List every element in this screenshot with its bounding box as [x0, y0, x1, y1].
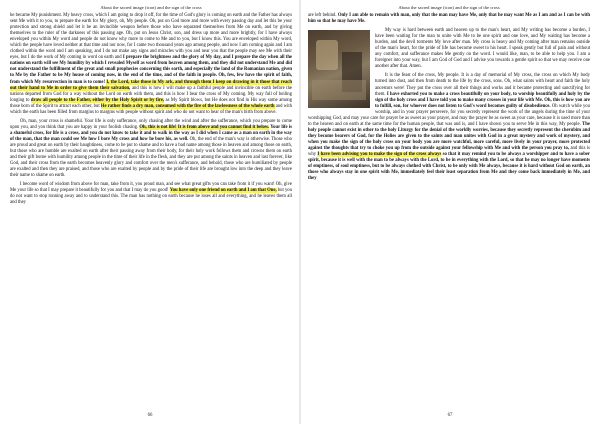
text-run: I become word of wisdom from above for man, take from it, you proud man, and see what great gifts you can take from it if you want! Oh, give Me your life so that I may prepare it beautifully for you and that I may do you good!	[10, 182, 292, 194]
inline-photo	[308, 30, 370, 108]
right-page	[300, 0, 600, 424]
highlighted-text: draw all people to the Father, either by the Holy Spirit or by fire,	[30, 97, 165, 103]
highlighted-text: Oh, this is not life! It is from above and you cannot find it below.	[139, 124, 270, 130]
text-run: are left behind.	[308, 13, 338, 18]
highlighted-text: I, the Lord, take those in My ark, and through them I keep on drawing in it those that reach out their hand to Me in order to give them their salvation,	[10, 79, 292, 91]
paragraph	[10, 119, 292, 179]
running-head-left: About the sacred image (icon) and the sign of the cross	[100, 5, 202, 10]
running-head-right: About the sacred image (icon) and the sign of the cross	[398, 5, 500, 10]
right-page-body	[308, 13, 590, 182]
bold-text: Your life is a shameful cross, for life is a cross, and you do not know to take it and to walk in the way as I did when I came as a man on earth in the way of the man, that the man could see Me how I bore My cross and how he bore his, as well.	[10, 124, 292, 142]
left-page-body	[10, 13, 292, 206]
text-run: Oh watch while you worship, and in your prayer persevere, for you secretly represent the work of the angels during the time of your worshipping God, and may your care for prayer be as sweet as your prayer, and may the prayer be as sweet as your care, because it is used more than to the heaven and on earth at the same time for the human people, that was and is, and I have shown you to serve Me in this way, My people.	[308, 103, 590, 127]
bold-text: Only I am able to remain with man, only that the man may have Me, only that he may want Me as I am and as I can be with him so that he may have Me.	[308, 13, 590, 25]
paragraph	[10, 182, 292, 206]
text-run: and with which the earth has been filled from margins to margins with people without spirit and who do not want to hear of the man's birth from above.	[10, 103, 292, 115]
bold-text: The holy people cannot exist in other to the holy Liturgy for the denial of the worldly worries, because they secretly represent the cherubim and they become bearers of God, for the Holies are given to the saints and man unites with God in a great mystery and work of mystery, and when you make the sign of the holy cross on your body you are more watchful, more careful, more lively in your prayer, more protected against the thoughts that try to choke you up from the outside against your fellowship with Me and with the person you pray to,	[308, 121, 590, 151]
page-number-left: 66	[147, 413, 153, 418]
text-run: and this is how I will make up a faithful people and invincible on earth before the nations departed from God for a way without the Lord on earth with them, and this is how I bear the cross of My coming. My way full of boiling longing to	[10, 85, 292, 103]
text-run: My way is hard between earth and heaven up to the man's heart, and My writing has become a burden, I have been waiting for the man to unite with Me to be one spirit and one love, and My waiting has become a burden, and the devil torments My love after man. My cross is heavy and My coming after man remains outside of the man's heart, for the pride of life has become sweet to his heart. I speak gently but full of pain and without any comfort, and sufferance makes Me gently on the word. I would like, man, to be able to help you. I am a foreigner into your way, but I am God of God and I advise you towards a gentle spirit so that we may receive one another after that. Amen.	[375, 28, 590, 70]
page-number-right: 67	[447, 413, 453, 418]
paragraph	[10, 13, 292, 116]
highlighted-text: He rather finds a dry man, consumed with the fire of the lawlessness of the whole earth	[100, 103, 275, 109]
paragraph	[308, 13, 590, 25]
text-run: It is the feast of the cross, My people. It is a day of memorial of My cross, the cross on which My body turned into dust, and then from death to the life by the cross, sons. Oh, what saints with heart and faith the holy ancestors were! They put the cross over all their things and works and it became protecting and sanctifying for them.	[375, 73, 590, 97]
bold-text: I have exhorted you to make a cross beautifully on your body, to worship beautifully and holy by the sign of the holy cross and I have told you to make many crosses in your life with Me. Oh, this is how you are to fulfill, son, for whoever does not listen to God's word becomes guilty of disobedience.	[375, 91, 591, 109]
text-run: he became My punishment. My heavy cross, which I am going to drop it off, for the time of God's glory is coming on earth and the Father has always sent Me with it to you, to prepare the earth for My glory, oh, My people. Oh, put on God more and more with every passing day and let this be your protection and strong shield and let it be an invincible weapon before those who have separated themselves from Me on earth, and by giving themselves to the ruler of the darkness of this passing age. Oh, put on Jesus Christ, son, and dress up more and more brightly, for I have always enveloped you within My word and people do not know why more to come to Me and to you, but I know this. You are enveloped within My word, which the people have loved neither at that time and nor now, for I came two thousand years ago among people, and now I am coming again and I am clothed within the word and I am speaking, and I do not make any signs and miracles with you and near you that the people may see Me with their eyes, but I do the work of My coming in word on earth and	[10, 13, 292, 61]
bold-text: so that it may remind you to be always a worshipper and to have a sober spirit, because it is well with the man to be always with the Lord, to be in everything with the Lord, so that he may no longer have moments of emptiness, of soul emptiness, but to be always clothed with Christ, to be only with Me always, because it is hard without God on earth, an those who always stay in one spirit with Me, immediately feel their least separation from Me and they come back immediately in Me, and they	[308, 152, 590, 182]
bold-text: I prepare the brightness and the glory of My day, and I prepare the day when all the nations on earth will see My humility by which I revealed Myself as word from heaven among them, and they did not understand Me and did not understand the fulfillment of the great and small prophecies concerning this earth, and especially the land of the Romanian nation, given to Me by the Father to be My house of coming now, in the end of the time, and of the faith in people. Oh, few, few have the spirit of faith, from which My resurrection in man is to come!	[10, 55, 293, 85]
text-run: Oh, man, your cross is shameful. Your life is only sufferance, only chasing after the wind and after the sufferance, which you prepare to come upon you, and you think that you are happy in your foolish chasing.	[10, 118, 292, 130]
text-run: as My Spirit blows, but He does not find in His way some among those born of the Spirit to attract each other, but	[10, 97, 292, 109]
text-run: Oh, the end of the man's way is otherwise. Those who are proud and great on earth by their haughtiness, come to be put to shame and to have a bad name among those in heaven and among those on earth, but those who are humble are exalted on earth after their passing away from their body, for their holy work follows them and crowns them on earth and their gift borne with humility among people in the time of their life in the flesh, and they are put among the saints in heaven and last forever, like God, and their cross from the earth becomes heavenly glory and comfort over the men's sufferance, and behold, those who are humiliated by people are exalted and then they are praised, and those who are exalted by people and by the pride of their life are brought low into the deep and they leave their name to shame on earth.	[10, 136, 292, 179]
paragraph	[308, 28, 590, 70]
highlighted-text: You have only one friend on earth and I am that One,	[169, 188, 277, 194]
text-run: and this is why	[308, 145, 590, 158]
highlighted-text: I have been advising you to make the sign of the cross always	[317, 152, 442, 158]
text-run: but you do not want to stop running away and to understand this. The man has nothing on earth because he loses all and everything, and he leaves them all and they	[10, 188, 292, 206]
